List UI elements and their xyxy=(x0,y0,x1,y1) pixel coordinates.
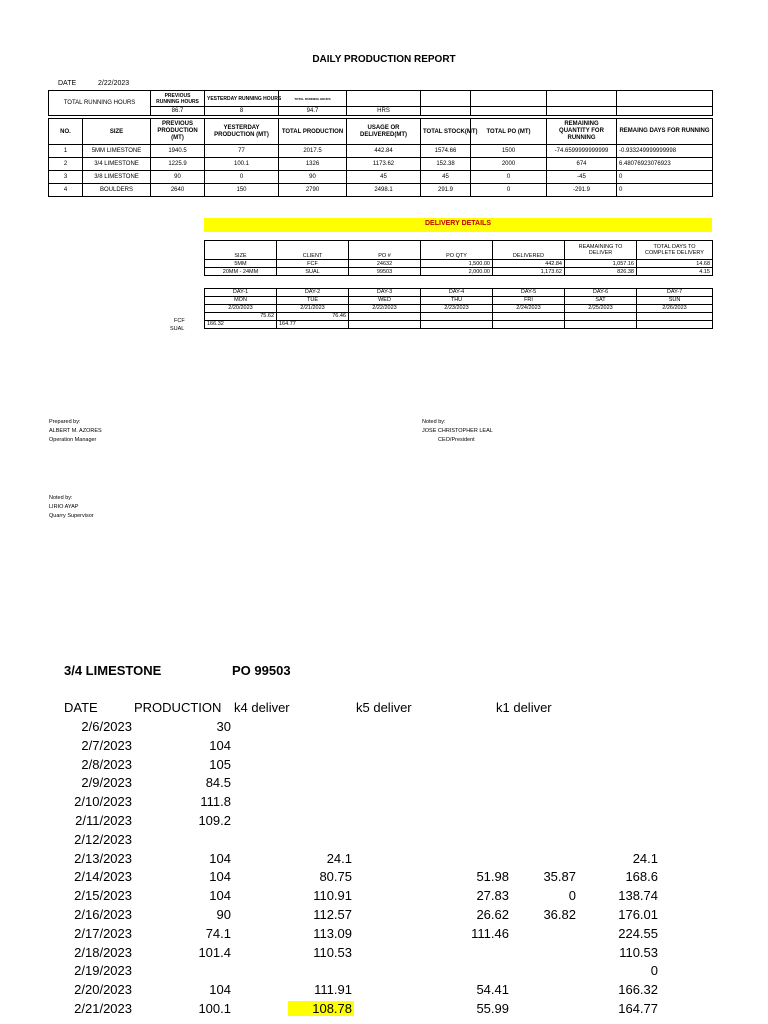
sheet-value-cell: 111.8 xyxy=(200,794,231,810)
total-hours-value: 94.7 xyxy=(279,107,347,116)
sheet-value-cell: 166.32 xyxy=(618,982,658,998)
col-header: NO. xyxy=(49,119,83,145)
delivery-header: PO # xyxy=(349,241,421,260)
sheet-date-cell: 2/7/2023 xyxy=(81,737,132,753)
sheet-date-cell: 2/20/2023 xyxy=(74,982,132,998)
delivery-cell: 99503 xyxy=(349,268,421,276)
sheet-header-k5: k5 deliver xyxy=(356,700,412,715)
delivery-cell: FCF xyxy=(277,260,349,268)
production-cell: 77 xyxy=(205,145,279,158)
sheet-product-title: 3/4 LIMESTONE xyxy=(64,663,162,678)
noted-by-role: Quarry Supervisor xyxy=(49,513,94,519)
production-cell: -291.9 xyxy=(547,184,617,197)
sheet-value-cell: 104 xyxy=(209,737,231,753)
sheet-value-cell: 80.75 xyxy=(319,869,352,885)
days-cell xyxy=(493,321,565,329)
report-title: DAILY PRODUCTION REPORT xyxy=(312,54,456,65)
col-header: REMAINING QUANTITY FOR RUNNING xyxy=(547,119,617,145)
production-cell: 2790 xyxy=(279,184,347,197)
col-header: TOTAL PO (MT) xyxy=(471,119,547,145)
sheet-date-cell: 2/16/2023 xyxy=(74,907,132,922)
delivery-cell: 2,000.00 xyxy=(421,268,493,276)
production-cell: 4 xyxy=(49,184,83,197)
sheet-value-cell: 55.99 xyxy=(476,1001,509,1016)
production-cell: -74.6599999999999 xyxy=(547,145,617,158)
production-cell: 90 xyxy=(279,171,347,184)
delivery-cell: SUAL xyxy=(277,268,349,276)
days-cell: SUN xyxy=(637,297,713,305)
sheet-value-cell: 108.78 xyxy=(288,1001,354,1016)
production-cell: 2017.5 xyxy=(279,145,347,158)
noted-by-label: Noted by: xyxy=(49,495,73,501)
days-cell: DAY-4 xyxy=(421,289,493,297)
sheet-date-cell: 2/21/2023 xyxy=(74,1001,132,1016)
sheet-header-date: DATE xyxy=(64,700,98,715)
days-cell xyxy=(493,313,565,321)
production-row xyxy=(49,158,713,171)
sheet-value-cell: 111.46 xyxy=(471,925,509,941)
sheet-value-cell: 104 xyxy=(209,982,231,998)
sheet-value-cell: 51.98 xyxy=(476,869,509,885)
noted-by-label: Noted by: xyxy=(422,419,446,425)
days-cell xyxy=(421,321,493,329)
sheet-date-cell: 2/19/2023 xyxy=(74,963,132,979)
production-cell: 2 xyxy=(49,158,83,171)
delivery-cell: 826.38 xyxy=(565,268,637,276)
production-cell: 442.84 xyxy=(347,145,421,158)
delivery-cell: 1,500.00 xyxy=(421,260,493,268)
yest-hours-header: YESTERDAY RUNNING HOURS xyxy=(205,91,279,107)
production-cell: 1500 xyxy=(471,145,547,158)
days-cell: 2/20/2023 xyxy=(205,305,277,313)
sheet-value-cell: 101.4 xyxy=(198,944,231,960)
delivery-cell: 14.68 xyxy=(637,260,713,268)
days-cell: 76.46 xyxy=(277,313,349,321)
delivery-header: TOTAL DAYS TO COMPLETE DELIVERY xyxy=(637,241,713,260)
days-cell xyxy=(565,321,637,329)
days-cell xyxy=(565,313,637,321)
col-header: TOTAL STOCK(MT) xyxy=(421,119,471,145)
delivery-cell: 1,057.16 xyxy=(565,260,637,268)
prepared-by-block xyxy=(49,418,102,445)
sheet-value-cell: 54.41 xyxy=(476,982,509,998)
production-table xyxy=(48,118,713,197)
sheet-value-cell: 109.2 xyxy=(198,813,231,828)
sheet-value-cell: 30 xyxy=(216,719,231,734)
sheet-value-cell: 110.53 xyxy=(619,944,658,960)
col-header: USAGE OR DELIVERED(MT) xyxy=(347,119,421,145)
days-cell: 2/22/2023 xyxy=(349,305,421,313)
delivery-cell: 4.15 xyxy=(637,268,713,276)
days-cell: 2/24/2023 xyxy=(493,305,565,313)
days-row xyxy=(205,297,713,305)
sheet-date-cell: 2/14/2023 xyxy=(74,869,132,885)
sheet-value-cell: 176.01 xyxy=(618,907,658,922)
col-header: YESTERDAY PRODUCTION (MT) xyxy=(205,119,279,145)
production-cell: 1173.62 xyxy=(347,158,421,171)
days-cell: MON xyxy=(205,297,277,305)
days-cell xyxy=(349,321,421,329)
sheet-value-cell: 27.83 xyxy=(476,888,509,904)
col-header: REMAING DAYS FOR RUNNING xyxy=(617,119,713,145)
sheet-date-cell: 2/10/2023 xyxy=(74,794,132,810)
sheet-header-k1: k1 deliver xyxy=(496,700,552,715)
sheet-value-cell: 164.77 xyxy=(618,1001,658,1016)
production-cell: 291.9 xyxy=(421,184,471,197)
days-cell: TUE xyxy=(277,297,349,305)
production-cell: 5MM LIMESTONE xyxy=(83,145,151,158)
running-hours-table xyxy=(48,90,713,116)
production-row xyxy=(49,145,713,158)
sheet-value-cell: 138.74 xyxy=(618,888,658,904)
delivery-header: DELIVERED xyxy=(493,241,565,260)
sheet-value-cell: 26.62 xyxy=(476,907,509,922)
days-cell: WED xyxy=(349,297,421,305)
sheet-value-cell: 105 xyxy=(209,756,231,772)
sheet-value-cell: 24.1 xyxy=(326,850,352,866)
days-cell: 2/23/2023 xyxy=(421,305,493,313)
total-hours-header: TOTAL RUNNING HOURS xyxy=(279,91,347,107)
production-cell: 0 xyxy=(617,184,713,197)
sheet-value-cell: 90 xyxy=(216,907,231,922)
hours-unit: HRS xyxy=(347,107,421,116)
sheet-header-k4: k4 deliver xyxy=(234,700,290,715)
production-cell: 45 xyxy=(421,171,471,184)
sheet-value-cell: 111.91 xyxy=(314,982,352,998)
production-cell: -45 xyxy=(547,171,617,184)
days-cell: DAY-3 xyxy=(349,289,421,297)
production-cell: 1326 xyxy=(279,158,347,171)
days-cell: 166.32 xyxy=(205,321,277,329)
date-value: 2/22/2023 xyxy=(98,80,130,87)
delivery-table xyxy=(204,240,713,276)
days-cell: DAY-5 xyxy=(493,289,565,297)
days-cell xyxy=(637,321,713,329)
delivery-header: REAMAINING TO DELIVER xyxy=(565,241,637,260)
sheet-value-cell: 35.87 xyxy=(543,869,576,885)
production-cell: 3/4 LIMESTONE xyxy=(83,158,151,171)
delivery-details-title: DELIVERY DETAILS xyxy=(425,220,491,227)
production-cell: 0 xyxy=(471,184,547,197)
sheet-date-cell: 2/12/2023 xyxy=(74,831,132,847)
sheet-value-cell: 36.82 xyxy=(543,907,576,922)
days-row xyxy=(205,289,713,297)
col-header: PREVIOUS PRODUCTION (MT) xyxy=(151,119,205,145)
noted-by-supervisor-block xyxy=(49,494,94,521)
production-cell: 1574.66 xyxy=(421,145,471,158)
sheet-value-cell: 224.55 xyxy=(618,925,658,941)
sheet-value-cell: 74.1 xyxy=(205,925,231,941)
sheet-po-title: PO 99503 xyxy=(232,663,291,678)
sheet-date-cell: 2/6/2023 xyxy=(81,719,132,734)
delivery-cell: 5MM xyxy=(205,260,277,268)
production-cell: 0 xyxy=(471,171,547,184)
sheet-value-cell: 24.1 xyxy=(632,850,658,866)
sheet-date-cell: 2/9/2023 xyxy=(81,775,132,791)
days-cell: THU xyxy=(421,297,493,305)
delivery-cell: 1,173.62 xyxy=(493,268,565,276)
production-cell: 1940.5 xyxy=(151,145,205,158)
production-cell: 150 xyxy=(205,184,279,197)
production-cell: 2498.1 xyxy=(347,184,421,197)
sheet-value-cell: 110.91 xyxy=(313,888,352,904)
sheet-date-cell: 2/15/2023 xyxy=(74,888,132,904)
days-row xyxy=(205,313,713,321)
days-table xyxy=(204,288,713,329)
production-cell: 2640 xyxy=(151,184,205,197)
days-cell: SAT xyxy=(565,297,637,305)
delivery-header: SIZE xyxy=(205,241,277,260)
production-cell: 90 xyxy=(151,171,205,184)
sheet-date-cell: 2/18/2023 xyxy=(74,944,132,960)
sheet-date-cell: 2/8/2023 xyxy=(81,756,132,772)
production-cell: 0 xyxy=(205,171,279,184)
sheet-value-cell: 168.6 xyxy=(625,869,658,885)
production-cell: 2000 xyxy=(471,158,547,171)
days-cell: 2/26/2023 xyxy=(637,305,713,313)
production-cell: 6.48076923076923 xyxy=(617,158,713,171)
production-cell: 45 xyxy=(347,171,421,184)
sheet-value-cell: 104 xyxy=(209,869,231,885)
production-cell: 100.1 xyxy=(205,158,279,171)
delivery-header: CLIENT xyxy=(277,241,349,260)
col-header: TOTAL PRODUCTION xyxy=(279,119,347,145)
prepared-by-role: Operation Manager xyxy=(49,437,97,443)
sheet-date-cell: 2/11/2023 xyxy=(75,813,132,828)
yest-hours-value: 8 xyxy=(205,107,279,116)
days-cell xyxy=(637,313,713,321)
days-cell: DAY-1 xyxy=(205,289,277,297)
days-row xyxy=(205,305,713,313)
sheet-value-cell: 0 xyxy=(650,963,658,979)
prev-hours-value: 86.7 xyxy=(151,107,205,116)
days-row xyxy=(205,321,713,329)
sheet-value-cell: 100.1 xyxy=(198,1001,231,1016)
noted-by-name: LIRIO AYAP xyxy=(49,504,79,510)
noted-by-name: JOSE CHRISTOPHER LEAL xyxy=(422,428,493,434)
sheet-date-cell: 2/17/2023 xyxy=(74,925,132,941)
delivery-cell: 442.84 xyxy=(493,260,565,268)
prepared-by-label: Prepared by: xyxy=(49,419,81,425)
days-cell: 2/25/2023 xyxy=(565,305,637,313)
days-cell xyxy=(421,313,493,321)
days-cell: FRI xyxy=(493,297,565,305)
sheet-value-cell: 104 xyxy=(209,850,231,866)
fcf-label: FCF xyxy=(174,318,185,324)
production-cell: 1 xyxy=(49,145,83,158)
days-cell: 164.77 xyxy=(277,321,349,329)
delivery-cell: 24632 xyxy=(349,260,421,268)
production-cell: 674 xyxy=(547,158,617,171)
production-row xyxy=(49,171,713,184)
sual-label: SUAL xyxy=(170,326,185,332)
production-cell: 1225.9 xyxy=(151,158,205,171)
prev-hours-header: PREVIOUS RUNNING HOURS xyxy=(151,91,205,107)
date-label: DATE xyxy=(58,80,77,87)
production-row xyxy=(49,184,713,197)
days-cell: DAY-2 xyxy=(277,289,349,297)
production-cell: BOULDERS xyxy=(83,184,151,197)
production-cell: 3 xyxy=(49,171,83,184)
delivery-header: PO QTY xyxy=(421,241,493,260)
noted-by-role: CEO/President xyxy=(438,437,475,443)
production-cell: -0.933249999999998 xyxy=(617,145,713,158)
prepared-by-name: ALBERT M. AZORES xyxy=(49,428,102,434)
sheet-value-cell: 113.09 xyxy=(313,925,352,941)
sheet-date-cell: 2/13/2023 xyxy=(74,850,132,866)
sheet-value-cell: 104 xyxy=(209,888,231,904)
running-hours-label: TOTAL RUNNING HOURS xyxy=(49,91,151,116)
sheet-header-production: PRODUCTION xyxy=(134,700,222,715)
col-header: SIZE xyxy=(83,119,151,145)
sheet-value-cell: 84.5 xyxy=(205,775,231,791)
days-cell: DAY-6 xyxy=(565,289,637,297)
production-cell: 152.38 xyxy=(421,158,471,171)
production-cell: 3/8 LIMESTONE xyxy=(83,171,151,184)
days-cell: 2/21/2023 xyxy=(277,305,349,313)
sheet-value-cell: 0 xyxy=(568,888,576,904)
days-cell: DAY-7 xyxy=(637,289,713,297)
days-cell: 75.62 xyxy=(205,313,277,321)
noted-by-ceo-block xyxy=(422,418,493,445)
sheet-value-cell: 112.57 xyxy=(313,907,352,922)
days-cell xyxy=(349,313,421,321)
production-cell: 0 xyxy=(617,171,713,184)
sheet-value-cell: 110.53 xyxy=(313,944,352,960)
delivery-cell: 20MM - 24MM xyxy=(205,268,277,276)
